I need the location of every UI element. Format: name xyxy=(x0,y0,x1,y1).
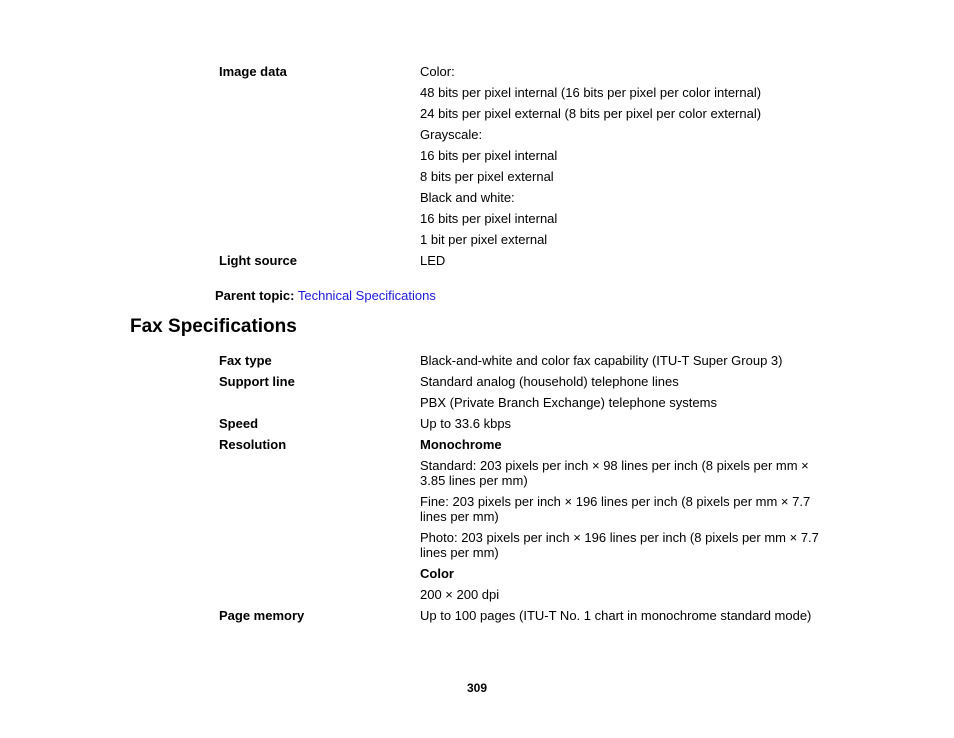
spec-value: Standard: 203 pixels per inch × 98 lines per inch (8 pixels per mm × 3.85 lines per mm) xyxy=(420,458,809,488)
page-number: 309 xyxy=(466,681,488,695)
parent-topic-label: Parent topic: xyxy=(215,288,295,303)
spec-label: Fax type xyxy=(219,353,272,368)
spec-value: Black and white: xyxy=(420,190,515,205)
spec-value: 24 bits per pixel external (8 bits per pixel per color external) xyxy=(420,106,762,121)
spec-row xyxy=(219,64,819,253)
spec-subheading: Color xyxy=(420,566,454,581)
section-title: Fax Specifications xyxy=(130,316,297,337)
spec-value: Black-and-white and color fax capability (ITU-T Super Group 3) xyxy=(420,353,783,368)
spec-label: Page memory xyxy=(219,608,305,623)
spec-row xyxy=(219,608,819,629)
spec-value: Fine: 203 pixels per inch × 196 lines per inch (8 pixels per mm × 7.7 lines per mm) xyxy=(420,494,811,524)
spec-values xyxy=(420,437,819,608)
spec-values xyxy=(420,608,819,629)
spec-value: Grayscale: xyxy=(420,127,483,142)
spec-row xyxy=(219,437,819,608)
spec-label: Speed xyxy=(219,416,259,431)
spec-value: Photo: 203 pixels per inch × 196 lines per inch (8 pixels per mm × 7.7 lines per mm) xyxy=(420,530,819,560)
spec-values xyxy=(420,64,819,253)
spec-label: Resolution xyxy=(219,437,287,452)
spec-value: 8 bits per pixel external xyxy=(420,169,554,184)
spec-value: Standard analog (household) telephone lines xyxy=(420,374,679,389)
spec-row xyxy=(219,374,819,416)
spec-subheading: Monochrome xyxy=(420,437,502,452)
spec-row xyxy=(219,253,819,274)
spec-values xyxy=(420,253,819,274)
spec-value: 1 bit per pixel external xyxy=(420,232,548,247)
spec-value: 16 bits per pixel internal xyxy=(420,148,558,163)
spec-value: 200 × 200 dpi xyxy=(420,587,500,602)
spec-value: Up to 33.6 kbps xyxy=(420,416,512,431)
parent-topic xyxy=(215,288,436,303)
spec-value: Color: xyxy=(420,64,455,79)
spec-label: Light source xyxy=(219,253,298,268)
spec-values xyxy=(420,374,819,416)
spec-label: Support line xyxy=(219,374,295,389)
image-specs-table xyxy=(219,64,819,274)
spec-values xyxy=(420,353,819,374)
spec-row xyxy=(219,416,819,437)
spec-value: 16 bits per pixel internal xyxy=(420,211,558,226)
spec-values xyxy=(420,416,819,437)
spec-row xyxy=(219,353,819,374)
spec-value: LED xyxy=(420,253,446,268)
spec-label: Image data xyxy=(219,64,287,79)
spec-value: Up to 100 pages (ITU-T No. 1 chart in monochrome standard mode) xyxy=(420,608,812,623)
parent-topic-link[interactable]: Technical Specifications xyxy=(297,288,436,303)
spec-value: PBX (Private Branch Exchange) telephone systems xyxy=(420,395,717,410)
spec-value: 48 bits per pixel internal (16 bits per pixel per color internal) xyxy=(420,85,762,100)
fax-specs-table xyxy=(219,353,819,629)
